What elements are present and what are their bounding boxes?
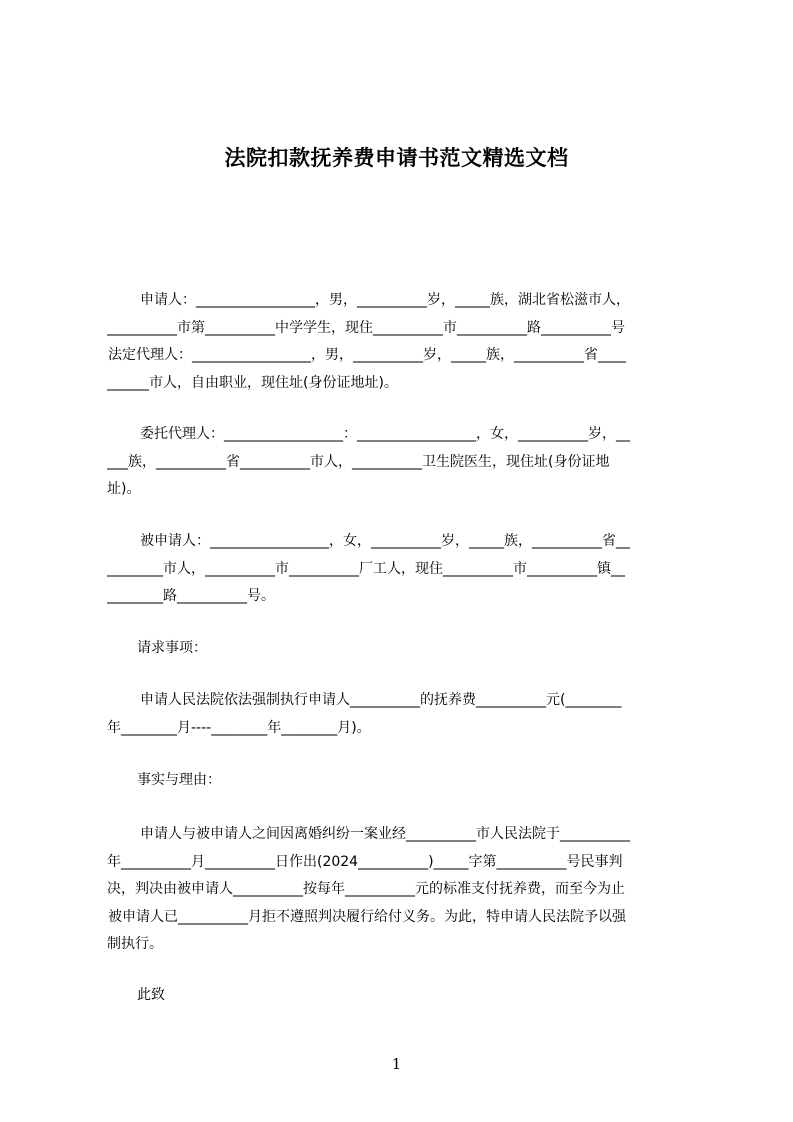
agent-line: ___族，__________省__________市人，__________卫生院医生，现住址(身份证地 [107, 453, 610, 470]
facts-line: 申请人与被申请人之间因离婚纠纷一案业经__________市人民法院于__________ [140, 826, 630, 842]
agent-line: 委托代理人：_________________：_________________，女，__________岁，__ [140, 426, 630, 442]
document-title: 法院扣款抚养费申请书范文精选文档 [224, 146, 569, 170]
page-number: 1 [391, 1055, 402, 1073]
facts-heading: 事实与理由： [137, 772, 221, 788]
facts-line: 年__________月__________日作出(2024__________)_____字第__________号民事判 [107, 853, 623, 870]
facts-line: 被申请人已__________月拒不遵照判决履行给付义务。为此，特申请人民法院予以强 [108, 908, 626, 925]
respondent-line: 被申请人：_________________，女，__________岁，_____族，__________省__ [140, 533, 630, 549]
request-paragraph [107, 687, 700, 742]
closing-text: 此致 [137, 987, 165, 1003]
facts-line: 制执行。 [107, 936, 163, 952]
respondent-line: ________市人，__________市__________厂工人，现住__________市__________镇__ [107, 560, 625, 577]
respondent-line: ________路__________号。 [107, 588, 275, 604]
applicant-paragraph [107, 287, 700, 397]
respondent-paragraph [107, 528, 700, 611]
facts-paragraph [107, 821, 700, 959]
applicant-line: 法定代理人：_________________，男，__________岁，_____族，__________省____ [108, 347, 626, 363]
agent-line: 址)。 [107, 481, 141, 497]
applicant-line: __________市第__________中学学生，现住__________市__________路__________号 [107, 319, 625, 336]
request-line: 年________月----________年________月)。 [107, 719, 371, 736]
applicant-line: 申请人：_________________，男，__________岁，_____族，湖北省松滋市人， [140, 292, 630, 308]
applicant-line: ______市人，自由职业，现住址(身份证地址)。 [107, 374, 398, 391]
request-heading: 请求事项： [137, 640, 207, 656]
request-line: 申请人民法院依法强制执行申请人__________的抚养费__________元(________ [140, 692, 622, 708]
agent-paragraph [107, 421, 700, 504]
facts-line: 决，判决由被申请人__________按每年__________元的标准支付抚养费，而至今为止 [107, 881, 625, 897]
